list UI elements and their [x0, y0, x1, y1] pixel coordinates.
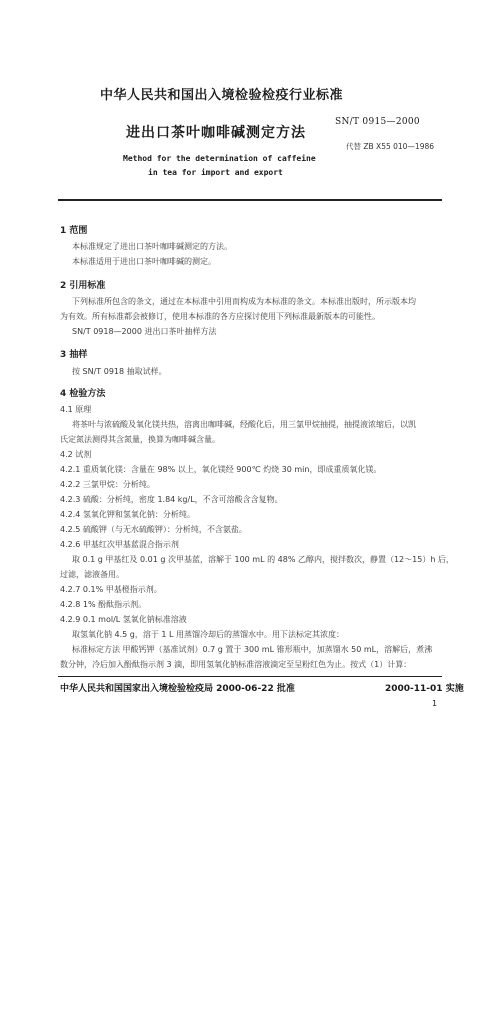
- reagent-item: 4.2.4 氢氧化钾和氢氧化钠：分析纯。: [60, 510, 195, 519]
- english-title-line-1: Method for the determination of caffeine: [123, 154, 316, 163]
- header-divider: [58, 199, 442, 201]
- reagent-paragraph: 过滤，滤液备用。: [60, 570, 124, 579]
- replaces-note: 代替 ZB X55 010—1986: [346, 142, 435, 151]
- reagent-paragraph: 取氢氧化钠 4.5 g，溶于 1 L 用蒸馏冷却后的蒸馏水中。用下法标定其浓度：: [72, 630, 345, 639]
- subsection-4-1-heading: 4.1 原理: [60, 405, 92, 414]
- section-3-heading: 3 抽样: [60, 350, 88, 360]
- section-1-heading: 1 范围: [60, 226, 88, 236]
- approval-line: 中华人民共和国国家出入境检验检疫局 2000-06-22 批准: [60, 684, 295, 694]
- section-4-heading: 4 检验方法: [60, 389, 106, 399]
- section-2-paragraph: 下列标准所包含的条文，通过在本标准中引用而构成为本标准的条文。本标准出版时，所示版本均: [72, 297, 416, 306]
- reagent-paragraph: 标准标定方法 甲酸钙钾（基准试剂）0.7 g 置于 300 mL 锥形瓶中，加蒸馏水 50 mL，溶解后，煮沸: [72, 645, 433, 654]
- page-number: 1: [432, 699, 438, 708]
- subsection-4-1-paragraph: 将茶叶与浓硫酸及氧化镁共热，溶离出咖啡碱，经酸化后，用三氯甲烷抽提，抽提液浓缩后，以凯: [72, 420, 416, 429]
- reagent-item: 4.2.3 硫酸：分析纯，密度 1.84 kg/L，不含可溶酸含含复物。: [60, 495, 283, 504]
- section-1-paragraph: 本标准适用于进出口茶叶咖啡碱的测定。: [72, 257, 216, 266]
- english-title-line-2: in tea for import and export: [148, 168, 283, 177]
- reagent-paragraph: 取 0.1 g 甲基红及 0.01 g 次甲基蓝，溶解于 100 mL 的 48% 乙醇内，搅拌数次，静置（12～15）h 后，: [72, 555, 454, 564]
- subsection-4-1-paragraph: 氏定氮法测得其含氮量，换算为咖啡碱含量。: [60, 435, 220, 444]
- reagent-item: 4.2.2 三氯甲烷：分析纯。: [60, 480, 155, 489]
- section-1-paragraph: 本标准规定了进出口茶叶咖啡碱测定的方法。: [72, 242, 232, 251]
- reagent-item: 4.2.6 甲基红次甲基蓝混合指示剂: [60, 540, 179, 549]
- reagent-paragraph: 数分钟，冷后加入酚酞指示剂 3 滴，即用氢氧化钠标准溶液滴定至呈粉红色为止。按式（1）计算：: [60, 660, 412, 669]
- section-2-paragraph: 为有效。所有标准都会被修订，使用本标准的各方应探讨使用下列标准最新版本的可能性。: [60, 312, 380, 321]
- footer-divider: [58, 676, 442, 677]
- reagent-item: 4.2.8 1% 酚酞指示剂。: [60, 600, 147, 609]
- reagent-item: 4.2.5 硫酸钾（与无水硫酸钾）：分析纯，不含氨盐。: [60, 525, 247, 534]
- issuer-heading: 中华人民共和国出入境检验检疫行业标准: [100, 88, 344, 103]
- subsection-4-2-heading: 4.2 试剂: [60, 450, 92, 459]
- reagent-item: 4.2.7 0.1% 甲基橙指示剂。: [60, 585, 162, 594]
- document-title: 进出口茶叶咖啡碱测定方法: [126, 125, 306, 141]
- reagent-item: 4.2.1 重质氧化镁：含量在 98% 以上，氧化镁经 900℃ 灼烧 30 min，即成重质氧化镁。: [60, 465, 382, 474]
- reagent-item: 4.2.9 0.1 mol/L 氢氧化钠标准溶液: [60, 615, 187, 624]
- section-2-heading: 2 引用标准: [60, 281, 106, 291]
- implementation-date: 2000-11-01 实施: [385, 684, 464, 694]
- standard-code: SN/T 0915—2000: [335, 117, 420, 127]
- referenced-standard: SN/T 0918—2000 进出口茶叶抽样方法: [72, 327, 217, 336]
- section-3-paragraph: 按 SN/T 0918 抽取试样。: [72, 367, 167, 376]
